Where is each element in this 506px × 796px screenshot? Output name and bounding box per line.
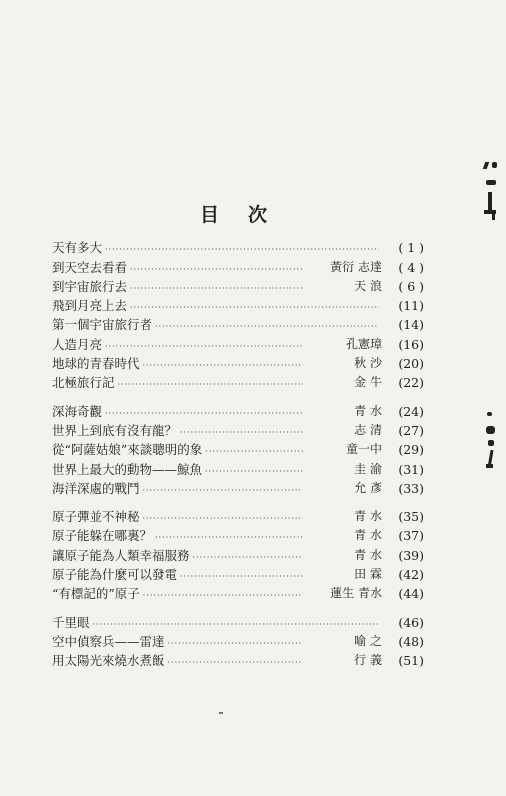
toc-entry[interactable]: [52, 651, 424, 670]
entry-page-number: ( 1 ): [398, 240, 424, 256]
toc-group: [52, 238, 424, 392]
entry-page-number: (48): [398, 633, 424, 649]
entry-page-number: ( 6 ): [398, 278, 424, 294]
toc-entry[interactable]: [52, 334, 424, 353]
toc-entry[interactable]: [52, 421, 424, 440]
toc-entry[interactable]: [52, 373, 424, 392]
toc-entry[interactable]: [52, 277, 424, 296]
entry-page-number: ( 4 ): [398, 259, 424, 275]
toc-entry[interactable]: [52, 296, 424, 315]
entry-author: 孔憲璋: [345, 336, 382, 351]
entry-author: 蓮生 青水: [330, 586, 382, 601]
toc-group: [52, 612, 424, 670]
entry-page-number: (37): [398, 528, 424, 544]
leader-dots: [143, 589, 303, 603]
toc-group: [52, 401, 424, 497]
leader-dots: [143, 359, 303, 373]
entry-title: 世界上到底有沒有龍？: [52, 422, 178, 438]
leader-dots: [205, 465, 303, 479]
entry-title: 空中偵察兵——雷達: [52, 633, 165, 649]
toc-entry[interactable]: [52, 612, 424, 631]
toc-entry[interactable]: [52, 632, 424, 651]
toc-entry[interactable]: [52, 354, 424, 373]
entry-title: 地球的青春時代: [52, 356, 140, 372]
leader-dots: [143, 484, 303, 498]
entry-title: 原子能為什麼可以發電: [52, 567, 178, 583]
entry-author: 圭 渝: [354, 461, 382, 476]
leader-dots: [205, 445, 303, 459]
margin-marks: [478, 150, 504, 510]
entry-author: 田 霖: [354, 567, 382, 582]
entry-page-number: (22): [398, 375, 424, 391]
leader-dots: [105, 340, 303, 354]
entry-author: 童一中: [345, 442, 382, 457]
entry-title: 到宇宙旅行去: [52, 278, 128, 294]
entry-page-number: (20): [398, 356, 424, 372]
entry-page-number: (42): [398, 567, 424, 583]
entry-page-number: (24): [398, 403, 424, 419]
entry-page-number: (35): [398, 509, 424, 525]
entry-title: 從“阿薩姑娘”來談聰明的象: [52, 442, 203, 458]
entry-author: 青 水: [354, 547, 382, 562]
entry-author: 行 義: [354, 653, 382, 668]
entry-title: 到天空去看看: [52, 259, 128, 275]
entry-title: 用太陽光來燒水煮飯: [52, 653, 165, 669]
ink-dot: [219, 712, 223, 714]
toc-entry[interactable]: [52, 565, 424, 584]
toc-entry[interactable]: [52, 238, 424, 257]
toc-entry[interactable]: [52, 545, 424, 564]
leader-dots: [193, 551, 303, 565]
toc-entry[interactable]: [52, 479, 424, 498]
entry-author: 喻 之: [354, 633, 382, 648]
leader-dots: [105, 407, 303, 421]
leader-dots: [155, 531, 303, 545]
entry-page-number: (29): [398, 442, 424, 458]
entry-page-number: (39): [398, 547, 424, 563]
entry-title: “有標記的”原子: [52, 586, 140, 602]
toc-entry[interactable]: [52, 526, 424, 545]
entry-title: 世界上最大的動物——鯨魚: [52, 461, 203, 477]
entry-page-number: (44): [398, 586, 424, 602]
entry-author: 允 彥: [354, 480, 382, 495]
leader-dots: [130, 301, 379, 315]
entry-author: 青 水: [354, 528, 382, 543]
toc-entry[interactable]: [52, 459, 424, 478]
leader-dots: [143, 512, 303, 526]
entry-page-number: (27): [398, 422, 424, 438]
toc-group: [52, 507, 424, 603]
entry-page-number: (46): [398, 614, 424, 630]
entry-page-number: (31): [398, 461, 424, 477]
table-of-contents: [52, 238, 424, 670]
toc-entry[interactable]: [52, 507, 424, 526]
leader-dots: [130, 263, 303, 277]
toc-entry[interactable]: [52, 315, 424, 334]
entry-title: 原子能躲在哪裏？: [52, 528, 153, 544]
entry-author: 青 水: [354, 509, 382, 524]
entry-author: 志 清: [354, 422, 382, 437]
leader-dots: [180, 426, 303, 440]
entry-title: 天有多大: [52, 240, 103, 256]
leader-dots: [155, 320, 379, 334]
leader-dots: [93, 618, 379, 632]
toc-entry[interactable]: [52, 257, 424, 276]
toc-entry[interactable]: [52, 584, 424, 603]
entry-author: 黃衍 志達: [330, 259, 382, 274]
leader-dots: [168, 656, 303, 670]
entry-title: 原子彈並不神秘: [52, 509, 140, 525]
entry-title: 飛到月亮上去: [52, 298, 128, 314]
entry-author: 秋 沙: [354, 356, 382, 371]
toc-entry[interactable]: [52, 440, 424, 459]
title-char-1: 目: [200, 204, 220, 226]
entry-title: 海洋深處的戰鬥: [52, 480, 140, 496]
entry-title: 第一個宇宙旅行者: [52, 317, 153, 333]
entry-author: 天 浪: [354, 278, 382, 293]
entry-page-number: (16): [398, 336, 424, 352]
leader-dots: [105, 243, 379, 257]
entry-page-number: (33): [398, 480, 424, 496]
leader-dots: [118, 378, 303, 392]
entry-author: 青 水: [354, 403, 382, 418]
entry-page-number: (14): [398, 317, 424, 333]
entry-title: 北極旅行記: [52, 375, 115, 391]
entry-page-number: (51): [398, 653, 424, 669]
title-char-2: 次: [248, 204, 268, 226]
leader-dots: [180, 570, 303, 584]
entry-page-number: (11): [398, 298, 424, 314]
entry-title: 人造月亮: [52, 336, 103, 352]
leader-dots: [168, 637, 303, 651]
entry-title: 千里眼: [52, 614, 90, 630]
toc-entry[interactable]: [52, 401, 424, 420]
entry-title: 讓原子能為人類幸福服務: [52, 547, 190, 563]
entry-title: 深海奇觀: [52, 403, 103, 419]
leader-dots: [130, 282, 303, 296]
entry-author: 金 牛: [354, 375, 382, 390]
